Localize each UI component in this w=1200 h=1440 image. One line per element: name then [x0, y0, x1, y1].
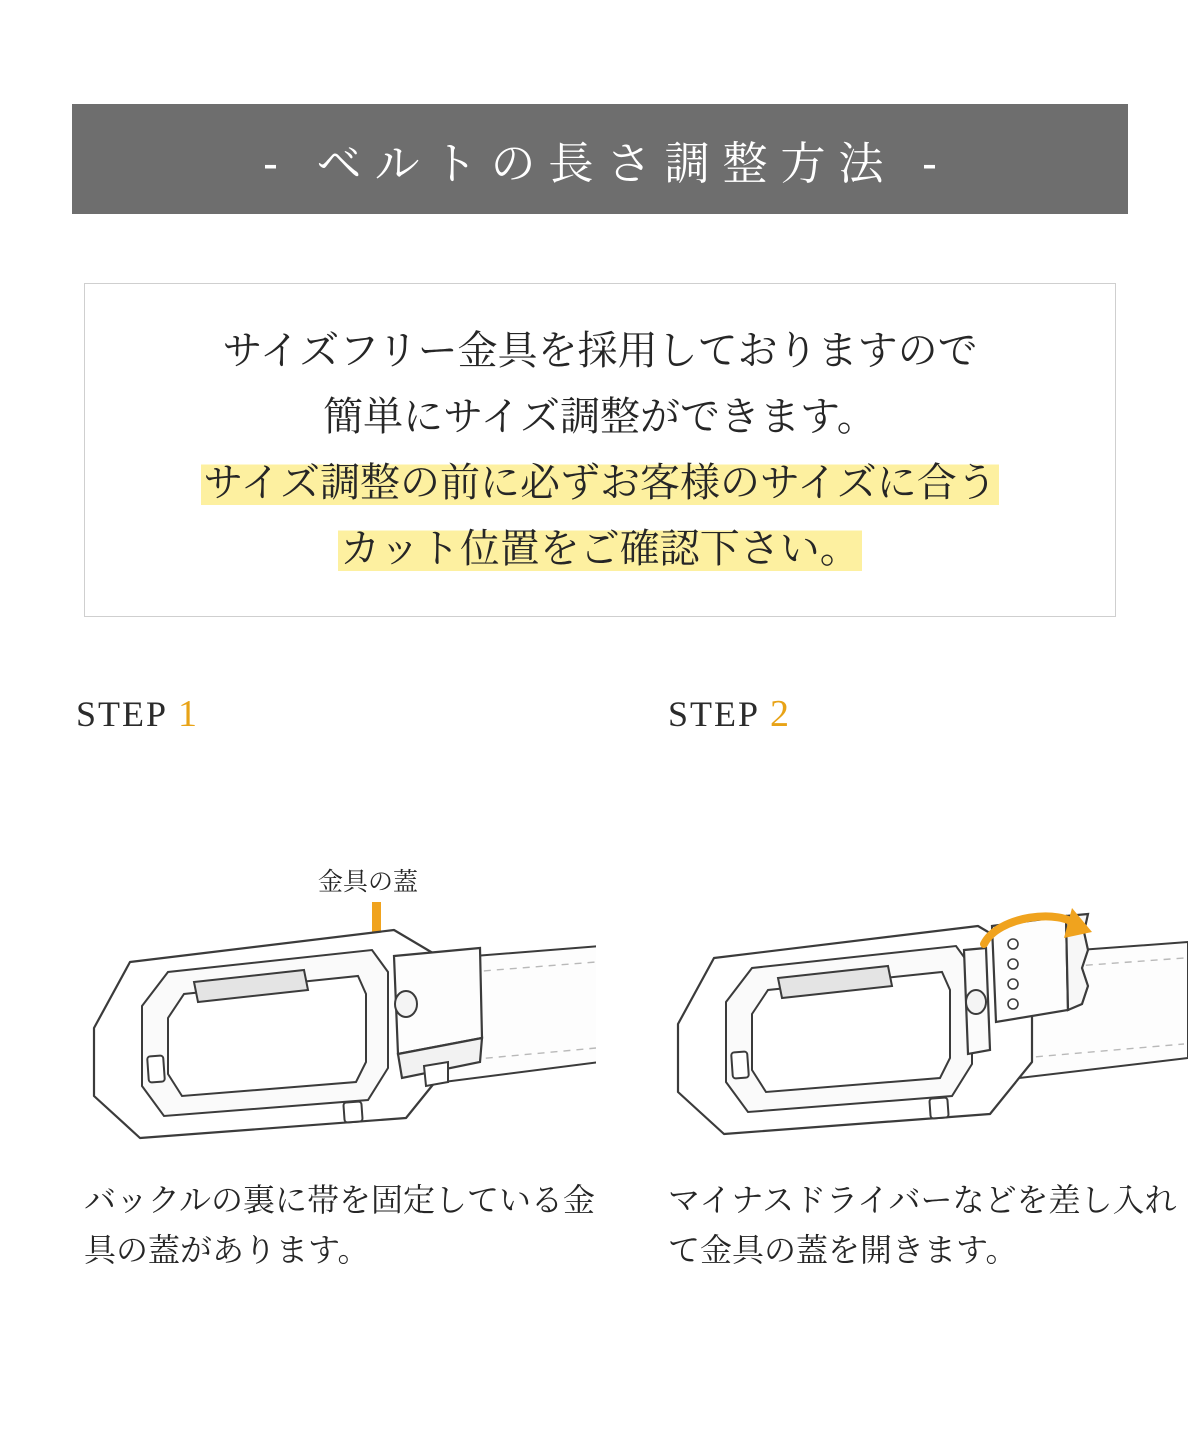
lid-pivot [395, 991, 417, 1017]
page-title: - ベルトの長さ調整方法 - [263, 137, 950, 189]
intro-line-3 [201, 450, 999, 516]
step-1-heading [76, 690, 596, 738]
step-2-illustration [668, 766, 1188, 1186]
step-1-callout-label: 金具の蓋 [318, 868, 419, 896]
intro-line-2-text: 簡単にサイズ調整ができます。 [323, 395, 877, 439]
intro-box [84, 283, 1116, 617]
step-1-label: STEP [76, 694, 169, 734]
step-2-heading [668, 690, 1188, 738]
intro-line-4-text: カット位置をご確認下さい。 [340, 527, 860, 571]
intro-line-4 [338, 516, 862, 582]
step-2-number: 2 [770, 693, 792, 735]
step-1-number: 1 [178, 693, 200, 735]
intro-line-1 [222, 318, 977, 384]
buckle-open-drawing [668, 766, 1188, 1186]
buckle-closed-drawing [76, 766, 596, 1186]
step-2-label: STEP [668, 694, 761, 734]
page-title-bar [72, 104, 1128, 214]
step-1-illustration [76, 766, 596, 1186]
step-2-column [668, 690, 1188, 1186]
step-1-caption: バックルの裏に帯を固定している金具の蓋があります。 [84, 1182, 596, 1268]
intro-line-3-text: サイズ調整の前に必ずお客様のサイズに合う [203, 461, 997, 505]
step-2-caption: マイナスドライバーなどを差し入れて金具の蓋を開きます。 [668, 1182, 1177, 1268]
intro-line-1-text: サイズフリー金具を採用しておりますので [222, 329, 978, 373]
step-1-column [76, 690, 596, 1186]
intro-line-2 [323, 384, 877, 450]
